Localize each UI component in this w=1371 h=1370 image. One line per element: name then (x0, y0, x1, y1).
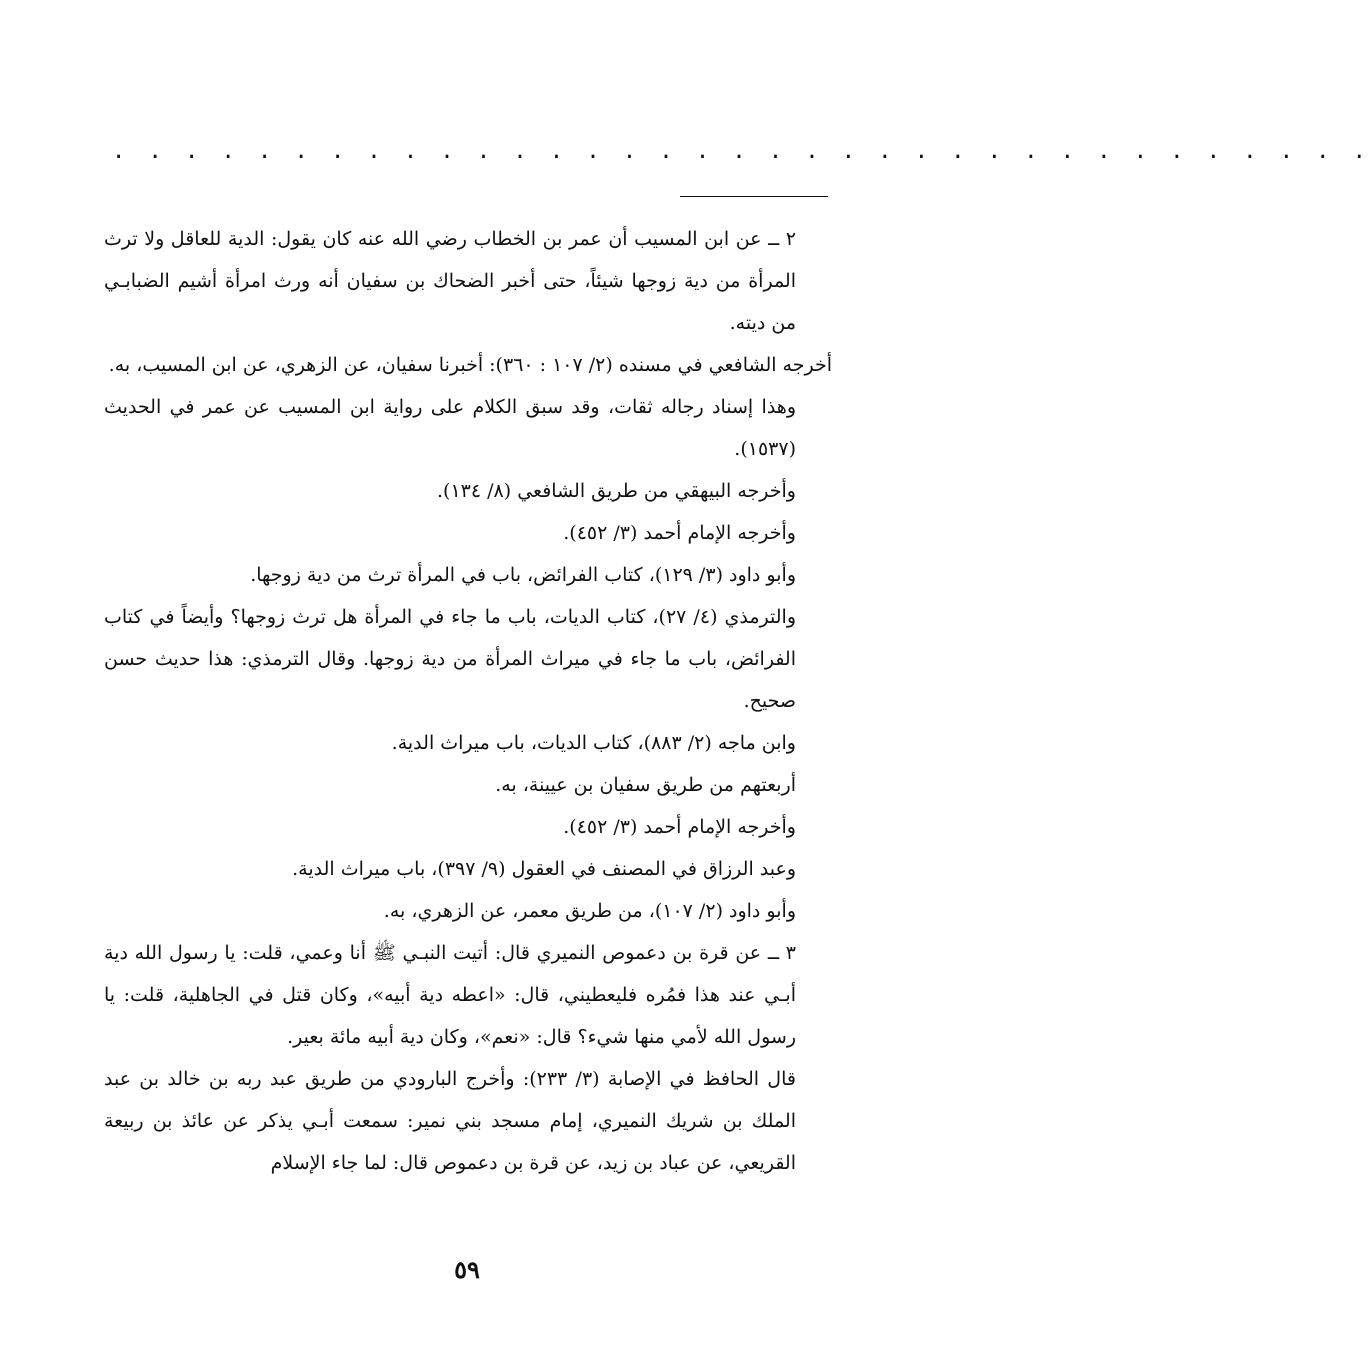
page-number: ٥٩ (454, 1255, 480, 1284)
paragraph-bayhaqi: وأخرجه البيهقي من طريق الشافعي (٨/ ١٣٤). (437, 480, 796, 502)
paragraph-ahmad: وأخرجه الإمام أحمد (٣/ ٤٥٢). (563, 522, 796, 544)
paragraph-abd-al-razzaq: وعبد الرزاق في المصنف في العقول (٩/ ٣٩٧)، باب ميراث الدية. (292, 858, 796, 880)
paragraph-isnad-note: وهذا إسناد رجاله ثقات، وقد سبق الكلام على رواية ابن المسيب عن عمر في الحديث (١٥٣٧). (104, 396, 796, 460)
paragraph-ahmad-2: وأخرجه الإمام أحمد (٣/ ٤٥٢). (563, 816, 796, 838)
paragraph-abu-dawud-2: وأبو داود (٢/ ١٠٧)، من طريق معمر، عن الزهري، به. (383, 900, 796, 922)
page-body (104, 218, 832, 1184)
paragraph-hadith-3: ٣ ــ عن قرة بن دعموص النميري قال: أتيت النبـي ﷺ أنا وعمي، قلت: يا رسول الله دية أبـي عند هذا فمُره فليعطيني، قال: «اعطه دية أبيه»، وكان قتل في الجاهلية، قلت: يا رسول الله لأمي منها شيء؟ قال: «نعم»، وكان دية أبيه مائة بعير. (104, 942, 796, 1048)
dotted-separator: . . . . . . . . . . . . . . . . . . . . . . . . . . . . . . . . . . . (112, 139, 1371, 164)
paragraph-shafii-source: أخرجه الشافعي في مسنده (٢/ ١٠٧ : ٣٦٠): أخبرنا سفيان، عن الزهري، عن ابن المسيب، به. (108, 354, 832, 376)
footnote-rule (680, 196, 828, 197)
paragraph-isaba: قال الحافظ في الإصابة (٣/ ٢٣٣): وأخرج البارودي من طريق عبد ربه بن خالد بن عبد الملك بن شريك النميري، إمام مسجد بني نمير: سمعت أبـي يذكر عن عائذ بن ربيعة القريعي، عن عباد بن زيد، عن قرة بن دعموص قال: لما جاء الإسلام (104, 1068, 796, 1174)
paragraph-hadith-2: ٢ ــ عن ابن المسيب أن عمر بن الخطاب رضي الله عنه كان يقول: الدية للعاقل ولا ترث المرأة من دية زوجها شيئاً، حتى أخبر الضحاك بن سفيان أنه ورث امرأة أشيم الضبابـي من ديته. (104, 228, 796, 334)
paragraph-tirmidhi: والترمذي (٤/ ٢٧)، كتاب الديات، باب ما جاء في المرأة هل ترث زوجها؟ وأيضاً في كتاب الفرائض، باب ما جاء في ميراث المرأة من دية زوجها. وقال الترمذي: هذا حديث حسن صحيح. (104, 606, 796, 712)
paragraph-four-sources: أربعتهم من طريق سفيان بن عيينة، به. (495, 774, 796, 796)
paragraph-ibn-majah: وابن ماجه (٢/ ٨٨٣)، كتاب الديات، باب ميراث الدية. (391, 732, 796, 754)
paragraph-abu-dawud: وأبو داود (٣/ ١٢٩)، كتاب الفرائض، باب في المرأة ترث من دية زوجها. (250, 564, 796, 586)
